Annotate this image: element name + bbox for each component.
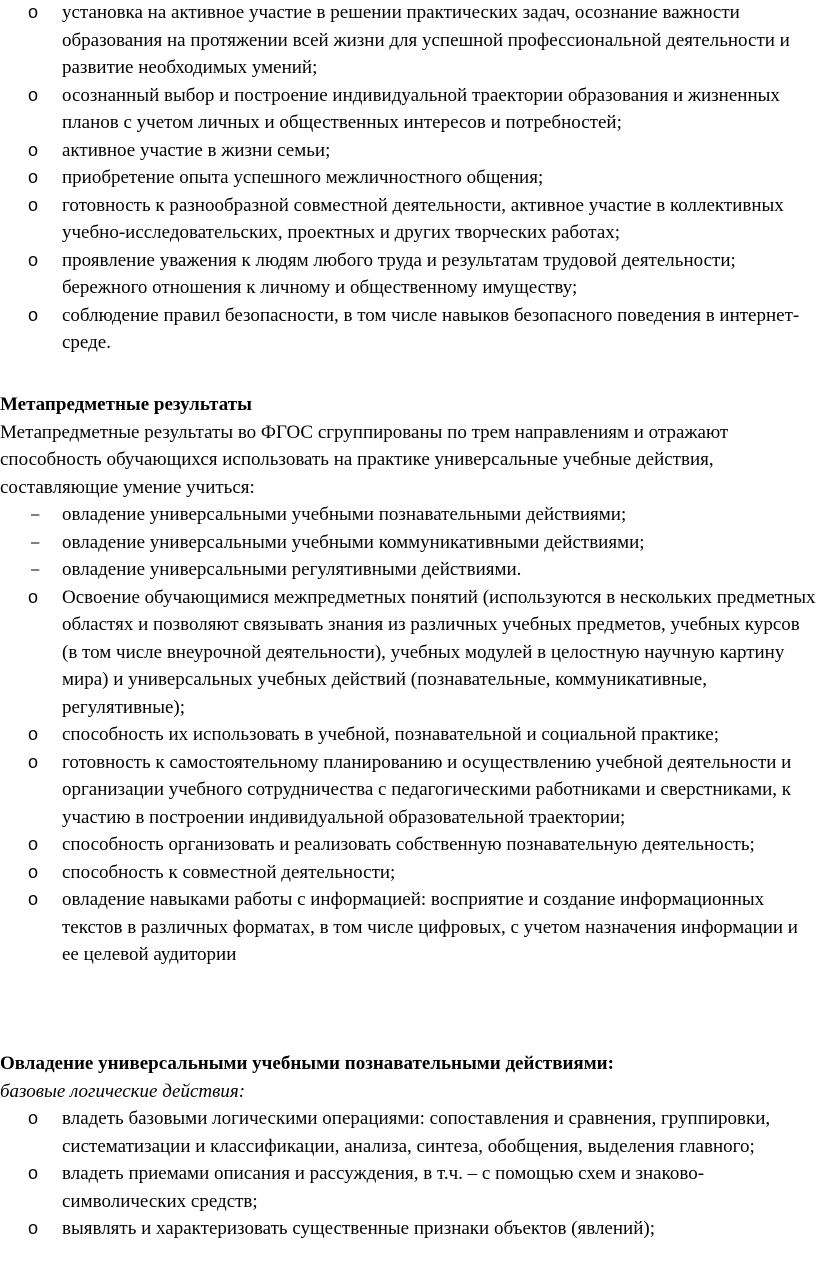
- metasubject-direction-list: [0, 501, 816, 584]
- list-item-text: способность к совместной деятельности;: [62, 861, 396, 883]
- circle-bullet-icon: o: [28, 834, 39, 854]
- circle-bullet-icon: o: [28, 1218, 39, 1238]
- list-item: [0, 501, 816, 529]
- list-item: [0, 302, 816, 357]
- list-item-text: активное участие в жизни семьи;: [62, 139, 331, 161]
- list-item-text: приобретение опыта успешного межличностного общения;: [62, 167, 544, 188]
- section-heading: Метапредметные результаты: [0, 394, 252, 415]
- list-item: [0, 1215, 816, 1243]
- list-item-text: готовность к самостоятельному планированию и осуществлению учебной деятельности и организации учебного сотрудничества с педагогическими работниками и сверстниками, к участию в построении индивидуальной образовательной траектории;: [62, 751, 792, 828]
- circle-bullet-icon: o: [28, 586, 39, 607]
- list-item-text: овладение навыками работы с информацией: восприятие и создание информационных текстов в различных форматах, в том числе цифровых, с учетом назначения информации и ее целевой аудитории: [62, 889, 798, 965]
- circle-bullet-icon: o: [28, 84, 39, 105]
- circle-bullet-icon: o: [28, 139, 39, 160]
- list-item-text: владеть базовыми логическими операциями: сопоставления и сравнения, группировки, систематизации и классификации, анализа, синтеза, обобщения, выделения главного;: [62, 1108, 771, 1157]
- list-item: [0, 859, 816, 887]
- personal-results-continuation: [0, 0, 816, 357]
- circle-bullet-icon: o: [28, 889, 39, 909]
- list-item-text: соблюдение правил безопасности, в том числе навыков безопасного поведения в интернет-среде.: [62, 304, 800, 353]
- logical-actions-list: [0, 1105, 816, 1243]
- list-item-text: овладение универсальными регулятивными действиями.: [62, 559, 522, 580]
- list-item-text: овладение универсальными учебными коммуникативными действиями;: [62, 531, 645, 553]
- list-item-text: установка на активное участие в решении практических задач, осознание важности образования на протяжении всей жизни для успешной профессиональной деятельности и развитие необходимых умений;: [62, 2, 790, 78]
- circle-bullet-icon: o: [28, 2, 39, 22]
- circle-bullet-icon: o: [28, 194, 39, 215]
- list-item-text: осознанный выбор и построение индивидуальной траектории образования и жизненных планов с учетом личных и общественных интересов и потребностей;: [62, 84, 780, 133]
- list-item-text: способность организовать и реализовать собственную познавательную деятельность;: [62, 834, 755, 855]
- list-item-text: овладение универсальными учебными познавательными действиями;: [62, 504, 627, 525]
- list-item-text: проявление уважения к людям любого труда и результатам трудовой деятельности; бережного отношения к личному и общественному имуществу;: [62, 249, 736, 298]
- section-subheading: базовые логические действия:: [0, 1080, 246, 1102]
- metasubject-results-list: [0, 584, 816, 969]
- circle-bullet-icon: o: [28, 249, 39, 270]
- list-item: [0, 192, 816, 247]
- list-item: [0, 164, 816, 192]
- list-item: [0, 529, 816, 557]
- list-item: [0, 886, 816, 969]
- dash-bullet-icon: –: [31, 506, 40, 523]
- circle-bullet-icon: o: [28, 751, 39, 772]
- circle-bullet-icon: o: [28, 861, 39, 882]
- circle-bullet-icon: o: [28, 724, 39, 744]
- list-item: [0, 82, 816, 137]
- personal-results-list: [0, 0, 816, 357]
- section-heading: Овладение универсальными учебными познавательными действиями:: [0, 1053, 614, 1074]
- list-item: [0, 247, 816, 302]
- list-item: [0, 749, 816, 832]
- list-item: [0, 556, 816, 584]
- section-intro-paragraph: Метапредметные результаты во ФГОС сгруппированы по трем направлениям и отражают способность обучающихся использовать на практике универсальные учебные действия, составляющие умение учиться:: [0, 421, 729, 498]
- dash-bullet-icon: –: [31, 533, 40, 551]
- list-item: [0, 0, 816, 82]
- list-item: [0, 721, 816, 749]
- list-item: [0, 831, 816, 859]
- list-item: [0, 1105, 816, 1160]
- dash-bullet-icon: –: [31, 561, 40, 578]
- list-item: [0, 1160, 816, 1215]
- list-item: [0, 137, 816, 165]
- list-item-text: владеть приемами описания и рассуждения, в т.ч. – с помощью схем и знаково-символических средств;: [62, 1163, 705, 1212]
- cognitive-actions-section: [0, 1050, 816, 1243]
- circle-bullet-icon: o: [28, 304, 39, 325]
- list-item-text: выявлять и характеризовать существенные признаки объектов (явлений);: [62, 1218, 655, 1239]
- circle-bullet-icon: o: [28, 1108, 39, 1128]
- circle-bullet-icon: o: [28, 1163, 39, 1183]
- circle-bullet-icon: o: [28, 167, 39, 187]
- list-item: [0, 584, 816, 722]
- list-item-text: Освоение обучающимися межпредметных понятий (используются в нескольких предметных областях и позволяют связывать знания из различных учебных предметов, учебных курсов (в том числе внеурочной деятельности), учебных модулей в целостную научную картину мира) и универсальных учебных действий (познавательные, коммуникативные, регулятивные);: [62, 586, 816, 718]
- list-item-text: способность их использовать в учебной, познавательной и социальной практике;: [62, 724, 719, 745]
- metasubject-results-section: [0, 391, 816, 969]
- list-item-text: готовность к разнообразной совместной деятельности, активное участие в коллективных учебно-исследовательских, проектных и других творческих работах;: [62, 194, 784, 243]
